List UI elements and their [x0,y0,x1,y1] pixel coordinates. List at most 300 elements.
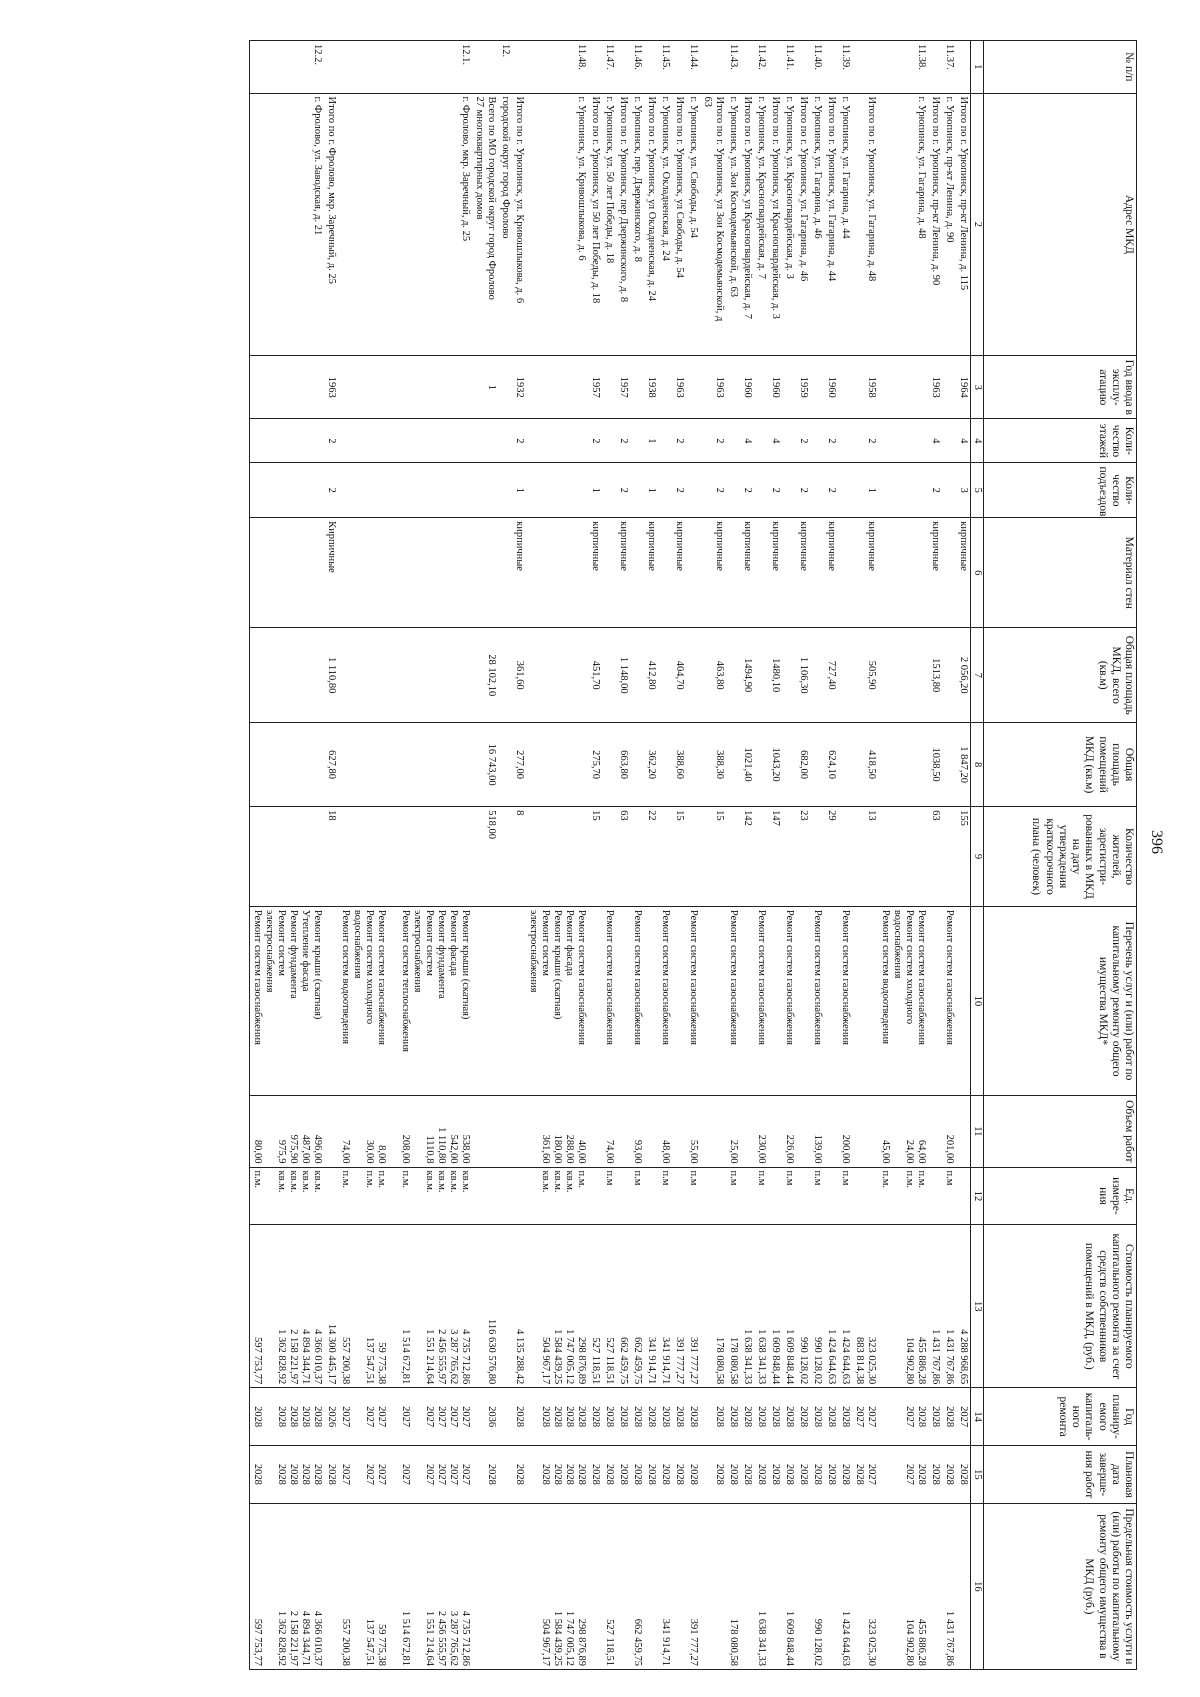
cell-line: 18 [325,810,337,821]
cell-line [755,810,767,903]
cell-line: г. Урюпинск, ул. Гагарина, д. 48 [915,96,927,239]
table-cell [726,463,740,518]
cell-line: Ремонт фундамента [435,909,447,999]
cell-line: 323 025,30 [865,1336,877,1385]
cell-line: 1 609 848,44 [783,1610,795,1666]
cell-line: 1021,40 [741,747,753,782]
cell-line [687,521,699,624]
cell-line: 1960 [769,376,781,398]
table-cell [472,1096,498,1167]
cell-line: 298 876,89 [575,1336,587,1385]
cell-line: 2 [673,438,685,444]
table-cell [942,906,956,1095]
table-row [782,41,796,1670]
table-cell [928,1503,942,1669]
cell-line: Итого по г. Урюпинск, ул Красногвардейская, д. 3 [769,96,781,319]
cell-line [485,1171,497,1222]
cell-line [459,631,471,719]
table-row [686,41,700,1670]
table-row [602,41,616,1670]
cell-line: 2028 [311,1406,323,1428]
cell-line: п.м. [903,1170,915,1189]
cell-line: п.м. [251,1170,263,1189]
cell-line [755,422,767,459]
table-cell [672,419,686,463]
table-row [740,41,754,1670]
table-cell [810,419,824,463]
cell-line: 2028 [783,1463,795,1485]
table-cell [928,1225,942,1388]
table-cell [630,1225,644,1388]
cell-line: 2028 [485,1463,497,1485]
cell-line: 2028 [287,1406,299,1428]
table-cell [602,807,616,907]
cell-line: 2028 [741,1463,753,1485]
cell-line [929,1099,941,1163]
cell-line: 1959 [797,376,809,398]
table-cell [616,1446,630,1504]
cell-line [915,521,927,624]
cell-line: 2028 [839,1463,851,1485]
cell-line: Ремонт фасада [563,909,575,976]
table-row [838,41,852,1670]
cell-line: 1 424 644,63 [825,1329,837,1385]
cell-line: 63 [701,96,713,108]
column-number: 3 [970,356,983,419]
table-cell [942,1096,956,1167]
table-cell [588,1096,602,1167]
cell-line: Утепление фасада [299,909,311,992]
cell-line: 230,00 [755,1134,767,1164]
table-cell [796,1503,810,1669]
cell-line [687,466,699,514]
table-cell [878,628,928,723]
cell-line: Итого по г. Урюпинск, ул Красногвардейская, д. 7 [741,96,753,319]
cell-line: 1963 [673,376,685,398]
table-cell [810,41,824,94]
cell-line [263,1171,275,1222]
cell-line: 1 584 439,25 [551,1329,563,1385]
table-cell [686,906,700,1095]
column-number: 11 [970,1096,983,1167]
cell-line: Ремонт крыши (скатная) [459,909,471,1020]
table-cell [810,356,824,419]
cell-line: 14 300 445,17 [325,1323,337,1385]
table-cell [686,93,700,356]
table-cell [672,93,686,356]
table-cell [824,356,838,419]
table-cell [338,1096,472,1167]
table-cell [754,1388,768,1446]
cell-line: кв.м. [459,1170,471,1193]
cell-line [499,631,511,719]
cell-line: 2027 [447,1406,459,1428]
table-cell [824,1225,838,1388]
cell-line: 13 [865,810,877,821]
cell-line [943,466,955,514]
table-cell [810,1503,824,1669]
table-cell [472,518,498,628]
table-cell [686,518,700,628]
table-cell [526,1503,588,1669]
table-cell [852,1167,878,1225]
table-cell [700,1096,726,1167]
cell-line: электроснабжения [527,909,539,993]
table-cell [700,723,726,807]
cell-line [783,726,795,803]
table-cell [338,807,472,907]
cell-line: 975,9 [275,1139,287,1164]
cell-line: г. Урюпинск, пер. Дзержинского, д. 8 [631,96,643,263]
cell-line: 116 630 576,80 [485,1318,497,1385]
cell-line: 2 [673,487,685,493]
table-cell [878,1446,928,1504]
cell-line: 2 [713,438,725,444]
table-cell [726,1225,740,1388]
cell-line [797,910,809,1092]
table-cell [838,1503,852,1669]
cell-line: 504 967,17 [539,1336,551,1385]
table-cell [588,1225,602,1388]
cell-line: 2028 [727,1463,739,1485]
table-row [796,41,810,1670]
cell-line: 1963 [325,376,337,398]
cell-line: 1957 [617,376,629,398]
table-cell [602,356,616,419]
cell-line: 55,00 [687,1139,699,1164]
cell-line: 11.37. [943,44,955,70]
table-cell [338,41,472,94]
table-cell [796,906,810,1095]
table-cell [616,356,630,419]
table-cell [754,356,768,419]
cell-line: 200,00 [839,1134,851,1164]
cell-line [865,910,877,1092]
cell-line: 2028 [825,1463,837,1485]
table-cell [768,463,782,518]
table-cell [498,419,512,463]
cell-line: 15 [713,810,725,821]
cell-line: 277,00 [513,750,525,779]
cell-line [575,466,587,514]
cell-line: 3 [957,487,969,493]
table-cell [782,41,796,94]
cell-line [839,359,851,415]
table-cell [768,807,782,907]
cell-line: Ремонт крыши (скатная) [551,909,563,1020]
cell-line: п.м [603,1170,615,1186]
table-cell [616,1167,630,1225]
column-header: Ед. измере-ния [984,1167,1137,1225]
cell-line: кирпичные [589,521,601,571]
table-cell [249,1388,324,1446]
cell-line: п.м [943,1170,955,1186]
cell-line: 137 547,51 [363,1336,375,1385]
cell-line [325,910,337,1092]
cell-line: 2 456 555,97 [435,1329,447,1385]
table-cell [644,463,658,518]
cell-line: 518,00 [485,810,497,839]
cell-line [783,631,795,719]
table-cell [928,1096,942,1167]
table-cell [249,723,324,807]
cell-line: 2 [325,487,337,493]
table-cell [630,723,644,807]
table-cell [616,628,630,723]
table-cell [700,807,726,907]
cell-line: 1 609 848,44 [783,1329,795,1385]
cell-line [411,1391,423,1442]
table-cell [878,1503,928,1669]
cell-line: кв.м. [435,1170,447,1193]
cell-line [713,1171,725,1222]
cell-line: 2028 [769,1406,781,1428]
table-cell [472,419,498,463]
table-cell [852,906,878,1095]
table-cell [740,419,754,463]
table-cell [928,41,942,94]
table-cell [630,518,644,628]
cell-line: 2028 [603,1406,615,1428]
table-cell [942,1167,956,1225]
cell-line [825,44,837,90]
column-number: 2 [970,93,983,356]
table-cell [796,463,810,518]
cell-line: 2027 [435,1406,447,1428]
cell-line: 1958 [865,376,877,398]
cell-line [589,1171,601,1222]
cell-line [943,726,955,803]
cell-line: 557 200,38 [339,1618,351,1666]
column-number: 8 [970,723,983,807]
cell-line [943,521,955,624]
capital-repair-table [249,40,1137,1670]
table-cell [338,356,472,419]
table-cell [672,356,686,419]
cell-line [769,910,781,1092]
cell-line: 1 431 767,86 [943,1610,955,1666]
table-cell [956,518,971,628]
cell-line: 4 735 712,86 [459,1610,471,1666]
table-cell [852,1096,878,1167]
cell-line [645,1099,657,1163]
cell-line [263,1507,275,1666]
table-cell [726,41,740,94]
column-number-row [970,41,983,1670]
table-cell [942,1503,956,1669]
cell-line: 288,00 [563,1134,575,1164]
table-cell [686,723,700,807]
cell-line [673,1507,685,1666]
table-cell [726,723,740,807]
cell-line: 1 514 672,81 [399,1610,411,1666]
table-cell [498,807,512,907]
cell-line: 662 459,75 [631,1618,643,1666]
table-row [810,41,824,1670]
table-cell [852,356,878,419]
cell-line: 40,00 [575,1139,587,1164]
table-cell [726,419,740,463]
table-cell [672,1225,686,1388]
cell-line: 12.1. [459,44,471,65]
table-row [700,41,726,1670]
cell-line [499,1171,511,1222]
cell-line [499,1507,511,1666]
cell-line: 2028 [539,1406,551,1428]
table-cell [838,419,852,463]
table-cell [644,723,658,807]
cell-line: 23 [797,810,809,821]
cell-line [741,44,753,90]
table-cell [878,1167,928,1225]
table-cell [526,628,588,723]
cell-line: п.м. [879,1170,891,1189]
cell-line [957,1507,969,1666]
table-cell [796,628,810,723]
cell-line: г. Урюпинск, ул. Свободы, д. 54 [687,96,699,238]
table-cell [324,93,338,356]
cell-line: 1 638 341,33 [755,1610,767,1666]
table-cell [658,628,672,723]
cell-line: 3 287 765,62 [447,1329,459,1385]
cell-line: 2028 [275,1406,287,1428]
cell-line [603,422,615,459]
cell-line: кв.м. [539,1170,551,1193]
table-cell [726,1096,740,1167]
cell-line [499,1391,511,1442]
table-cell [324,723,338,807]
cell-line [485,1099,497,1163]
cell-line: 4 288 968,65 [957,1329,969,1385]
table-cell [498,1503,512,1669]
cell-line [783,521,795,624]
table-row [754,41,768,1670]
cell-line: п.м [755,1170,767,1186]
table-cell [782,356,796,419]
table-cell [338,1225,472,1388]
table-cell [824,628,838,723]
cell-line [687,631,699,719]
table-cell [928,906,942,1095]
cell-line [589,910,601,1092]
column-number: 13 [970,1225,983,1388]
cell-line: п.м [839,1170,851,1186]
table-cell [630,1167,644,1225]
cell-line: водоснабжения [891,909,903,979]
table-cell [824,807,838,907]
cell-line [659,422,671,459]
cell-line: 362,20 [645,750,657,779]
table-cell [810,463,824,518]
table-cell [658,807,672,907]
cell-line: 727,40 [825,660,837,690]
cell-line [727,521,739,624]
cell-line [713,1099,725,1163]
table-cell [942,628,956,723]
table-row [616,41,630,1670]
table-cell [658,1096,672,1167]
table-cell [838,1167,852,1225]
table-cell [324,807,338,907]
table-cell [324,1096,338,1167]
cell-line: 2027 [363,1406,375,1428]
table-cell [824,723,838,807]
cell-line: Итого по г. Урюпинск, ул 50 лет Победы, д. 18 [589,96,601,304]
cell-line: 2027 [423,1406,435,1428]
cell-line: 2028 [853,1463,865,1485]
cell-line: 25,00 [727,1139,739,1164]
cell-line: 74,00 [603,1139,615,1164]
table-cell [810,906,824,1095]
cell-line: 2 056,20 [957,656,969,694]
table-cell [956,463,971,518]
table-cell [754,807,768,907]
table-cell [338,1503,472,1669]
table-cell [838,518,852,628]
cell-line [839,466,851,514]
table-cell [726,628,740,723]
cell-line [485,44,497,90]
cell-line: 11.39. [839,44,851,70]
table-cell [838,463,852,518]
cell-line [513,1099,525,1163]
cell-line: 2028 [825,1406,837,1428]
table-cell [498,1446,512,1504]
cell-line: 2 [797,438,809,444]
cell-line: 2028 [943,1406,955,1428]
table-cell [852,463,878,518]
table-cell [942,807,956,907]
cell-line: 24,00 [903,1139,915,1164]
cell-line: 15 [673,810,685,821]
cell-line: 11.48. [575,44,587,70]
cell-line: 1938 [645,376,657,398]
table-cell [526,1446,588,1504]
cell-line: г. Фролово, ул. Заводская, д. 21 [311,96,323,236]
cell-line: 2028 [659,1463,671,1485]
table-cell [824,518,838,628]
table-row [928,41,942,1670]
table-cell [810,1388,824,1446]
cell-line: 74,00 [339,1139,351,1164]
table-cell [602,723,616,807]
cell-line: 361,60 [513,660,525,690]
cell-line: 80,00 [251,1139,263,1164]
cell-line: 1 747 005,12 [563,1329,575,1385]
table-cell [588,1446,602,1504]
header-row [984,41,1137,1670]
cell-line: 1 [645,487,657,493]
table-cell [796,1388,810,1446]
cell-line: 2027 [957,1406,969,1428]
cell-line: 139,00 [811,1134,823,1164]
table-cell [644,356,658,419]
table-row [942,41,956,1670]
cell-line: 1932 [513,376,525,398]
cell-line: 975,90 [287,1134,299,1164]
cell-line: 2028 [325,1463,337,1485]
column-header: Объем работ [984,1096,1137,1167]
table-cell [754,628,768,723]
table-cell [796,723,810,807]
table-cell [338,419,472,463]
cell-line: Кирпичные [325,521,337,573]
cell-line: 2027 [903,1406,915,1428]
cell-line: 4 735 712,86 [459,1329,471,1385]
cell-line [825,1171,837,1222]
cell-line: 1 [589,487,601,493]
table-cell [782,93,796,356]
